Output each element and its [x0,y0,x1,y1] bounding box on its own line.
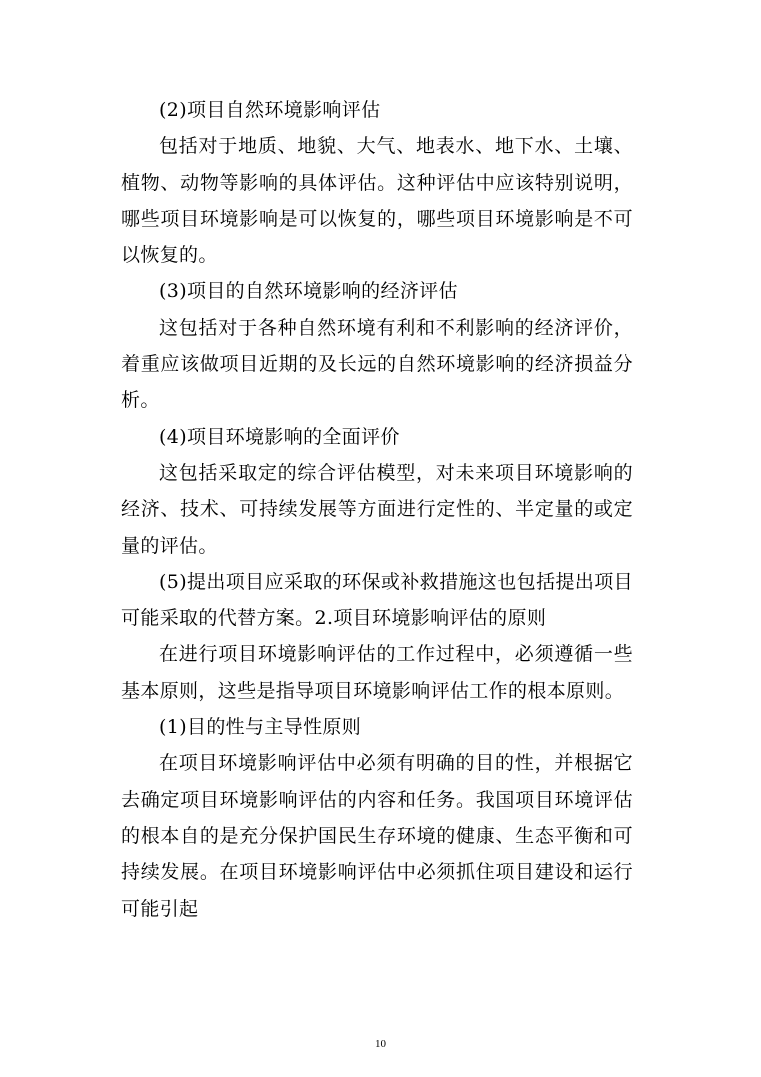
heading-purpose-principle: (1)目的性与主导性原则 [159,716,362,739]
paragraph-natural-impact-details: 包括对于地质、地貌、大气、地表水、地下水、土壤、植物、动物等影响的具体评估。这种评估中应该特别说明，哪些项目环境影响是可以恢复的，哪些项目环境影响是不可以恢复的。 [121,135,633,267]
paragraph-economic-assessment: 这包括对于各种自然环境有利和不利影响的经济评价，着重应该做项目近期的及长远的自然环境影响的经济损益分析。 [121,316,633,412]
paragraph-comprehensive-evaluation: 这包括采取定的综合评估模型，对未来项目环境影响的经济、技术、可持续发展等方面进行定性的、半定量的或定量的评估。 [121,461,633,557]
paragraph-purpose-principle: 在项目环境影响评估中必须有明确的目的性，并根据它去确定项目环境影响评估的内容和任务。我国项目环境评估的根本自的是充分保护国民生存环境的健康、生态平衡和可持续发展。在项目环境影响评估中必须抓住项目建设和运行可能引起 [121,752,633,920]
paragraph-principles-intro: 在进行项目环境影响评估的工作过程中，必须遵循一些基本原则，这些是指导项目环境影响评估工作的根本原则。 [121,643,633,702]
heading-comprehensive-evaluation: (4)项目环境影响的全面评价 [159,425,400,448]
body-text [121,92,633,927]
page-number: 10 [375,1038,386,1050]
heading-natural-environment-impact: (2)项目自然环境影响评估 [159,99,381,121]
heading-economic-assessment: (3)项目的自然环境影响的经济评估 [159,280,458,303]
paragraph-remedial-measures: (5)提出项目应采取的环保或补救措施这也包括提出项目可能采取的代替方案。2.项目环境影响评估的原则 [121,570,633,630]
